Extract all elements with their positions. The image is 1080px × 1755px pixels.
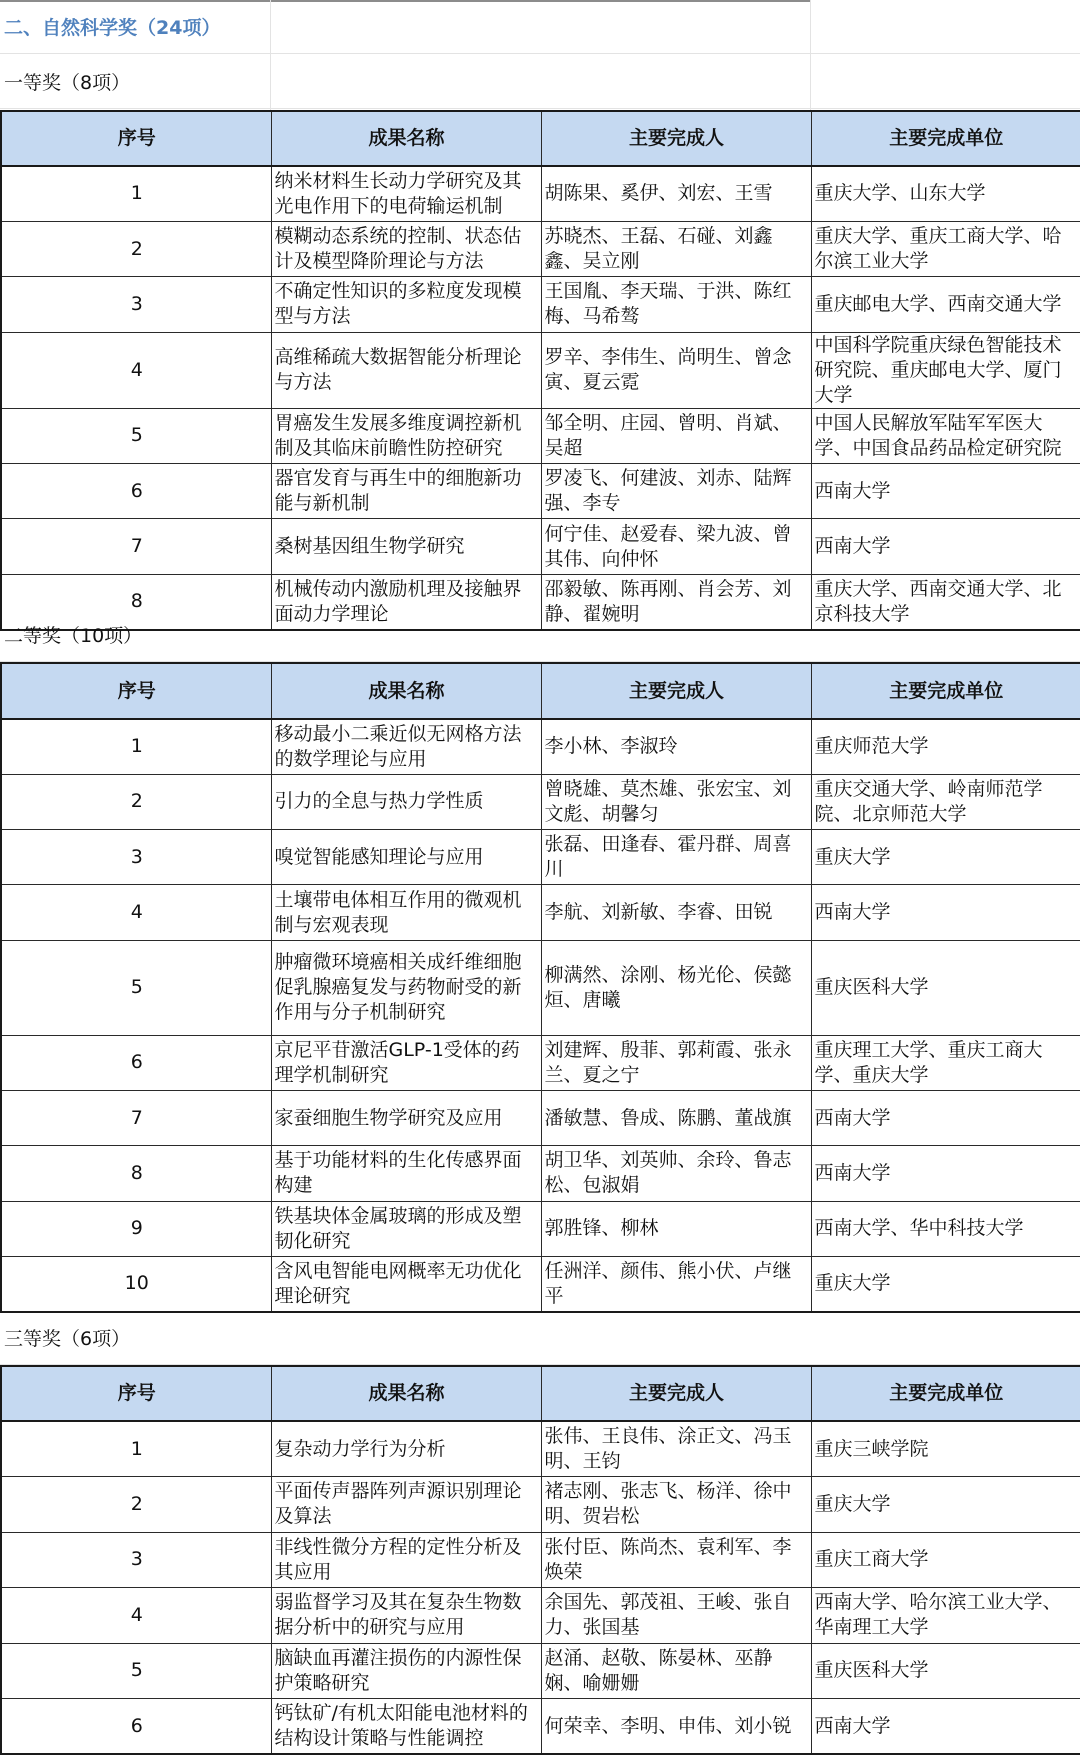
cell-main-contributors: 李航、刘新敏、李睿、田锐 <box>541 885 811 940</box>
cell-main-contributors: 邵毅敏、陈再刚、肖会芳、刘静、翟婉明 <box>541 574 811 629</box>
col-header-people: 主要完成人 <box>541 1366 811 1421</box>
cell-main-contributors: 罗凌飞、何建波、刘赤、陆辉强、李专 <box>541 464 811 519</box>
table-row <box>1 166 1080 221</box>
cell-achievement-title: 移动最小二乘近似无网格方法的数学理论与应用 <box>271 719 541 774</box>
cell-main-units: 重庆大学 <box>811 1256 1080 1311</box>
cell-number: 6 <box>1 1035 271 1090</box>
table-row <box>1 1477 1080 1533</box>
table-row <box>1 719 1080 774</box>
cell-main-units: 重庆医科大学 <box>811 940 1080 1035</box>
cell-main-units: 重庆邮电大学、西南交通大学 <box>811 277 1080 332</box>
cell-main-contributors: 胡卫华、刘英帅、余玲、鲁志松、包淑娟 <box>541 1146 811 1201</box>
cell-main-contributors: 张磊、田逢春、霍丹群、周喜川 <box>541 830 811 885</box>
table-row <box>1 332 1080 408</box>
cell-number: 2 <box>1 221 271 276</box>
table-row <box>1 277 1080 332</box>
cell-number: 8 <box>1 1146 271 1201</box>
cell-number: 7 <box>1 519 271 574</box>
cell-main-units: 西南大学 <box>811 1090 1080 1145</box>
cell-achievement-title: 纳米材料生长动力学研究及其光电作用下的电荷输运机制 <box>271 166 541 221</box>
table-row <box>1 940 1080 1035</box>
table-header-row <box>1 663 1080 719</box>
table-row <box>1 464 1080 519</box>
table-header-row <box>1 111 1080 166</box>
cell-main-units: 西南大学 <box>811 519 1080 574</box>
cell-number: 7 <box>1 1090 271 1145</box>
cell-main-contributors: 潘敏慧、鲁成、陈鹏、董战旗 <box>541 1090 811 1145</box>
cell-main-units: 西南大学、华中科技大学 <box>811 1201 1080 1256</box>
table-row <box>1 774 1080 829</box>
cell-main-units: 重庆理工大学、重庆工商大学、重庆大学 <box>811 1035 1080 1090</box>
section-title: 二、自然科学奖（24项） <box>4 17 221 39</box>
cell-achievement-title: 引力的全息与热力学性质 <box>271 774 541 829</box>
cell-achievement-title: 京尼平苷激活GLP-1受体的药理学机制研究 <box>271 1035 541 1090</box>
section-title-row <box>0 0 1080 54</box>
cell-number: 2 <box>1 1477 271 1533</box>
table-row <box>1 221 1080 276</box>
cell-achievement-title: 嗅觉智能感知理论与应用 <box>271 830 541 885</box>
cell-achievement-title: 平面传声器阵列声源识别理论及算法 <box>271 1477 541 1533</box>
table-row <box>1 830 1080 885</box>
cell-main-contributors: 罗辛、李伟生、尚明生、曾念寅、夏云霓 <box>541 332 811 408</box>
cell-main-contributors: 何宁佳、赵爱春、梁九波、曾其伟、向仲怀 <box>541 519 811 574</box>
col-header-title: 成果名称 <box>271 111 541 166</box>
table-row <box>1 1146 1080 1201</box>
cell-achievement-title: 桑树基因组生物学研究 <box>271 519 541 574</box>
cell-achievement-title: 不确定性知识的多粒度发现模型与方法 <box>271 277 541 332</box>
cell-number: 5 <box>1 1643 271 1699</box>
cell-main-units: 中国人民解放军陆军军医大学、中国食品药品检定研究院 <box>811 408 1080 463</box>
cell-main-units: 重庆大学 <box>811 1477 1080 1533</box>
table-row <box>1 1643 1080 1699</box>
cell-main-contributors: 李小林、李淑玲 <box>541 719 811 774</box>
cell-number: 5 <box>1 940 271 1035</box>
col-header-people: 主要完成人 <box>541 663 811 719</box>
award-table-third <box>0 1365 1080 1755</box>
cell-number: 10 <box>1 1256 271 1311</box>
cell-main-contributors: 邹全明、庄园、曾明、肖斌、吴超 <box>541 408 811 463</box>
cell-number: 6 <box>1 464 271 519</box>
cell-number: 3 <box>1 830 271 885</box>
cell-achievement-title: 模糊动态系统的控制、状态估计及模型降阶理论与方法 <box>271 221 541 276</box>
cell-main-contributors: 何荣幸、李明、申伟、刘小锐 <box>541 1699 811 1755</box>
cell-number: 1 <box>1 1421 271 1477</box>
cell-main-contributors: 赵涌、赵敬、陈晏林、巫静娴、喻姗姗 <box>541 1643 811 1699</box>
cell-main-contributors: 褚志刚、张志飞、杨洋、徐中明、贺岩松 <box>541 1477 811 1533</box>
col-header-title: 成果名称 <box>271 1366 541 1421</box>
cell-main-contributors: 张伟、王良伟、涂正文、冯玉明、王钧 <box>541 1421 811 1477</box>
award-label-row-third <box>0 1311 1080 1365</box>
award-table-second <box>0 662 1080 1313</box>
cell-number: 9 <box>1 1201 271 1256</box>
cell-achievement-title: 高维稀疏大数据智能分析理论与方法 <box>271 332 541 408</box>
cell-number: 2 <box>1 774 271 829</box>
cell-number: 4 <box>1 885 271 940</box>
col-header-no: 序号 <box>1 1366 271 1421</box>
award-label-row-second <box>0 608 1080 662</box>
cell-main-contributors: 苏晓杰、王磊、石碰、刘鑫鑫、吴立刚 <box>541 221 811 276</box>
cell-main-units: 西南大学 <box>811 885 1080 940</box>
cell-achievement-title: 机械传动内激励机理及接触界面动力学理论 <box>271 574 541 629</box>
table-header-row <box>1 1366 1080 1421</box>
cell-achievement-title: 非线性微分方程的定性分析及其应用 <box>271 1532 541 1588</box>
col-header-units: 主要完成单位 <box>811 663 1080 719</box>
cell-number: 3 <box>1 1532 271 1588</box>
cell-achievement-title: 器官发育与再生中的细胞新功能与新机制 <box>271 464 541 519</box>
cell-number: 1 <box>1 166 271 221</box>
col-header-units: 主要完成单位 <box>811 111 1080 166</box>
col-header-no: 序号 <box>1 111 271 166</box>
table-row <box>1 1421 1080 1477</box>
table-row <box>1 1532 1080 1588</box>
cell-main-units: 重庆大学、西南交通大学、北京科技大学 <box>811 574 1080 629</box>
col-header-title: 成果名称 <box>271 663 541 719</box>
cell-achievement-title: 含风电智能电网概率无功优化理论研究 <box>271 1256 541 1311</box>
cell-number: 6 <box>1 1699 271 1755</box>
cell-main-contributors: 张付臣、陈尚杰、袁利军、李焕荣 <box>541 1532 811 1588</box>
cell-achievement-title: 钙钛矿/有机太阳能电池材料的结构设计策略与性能调控 <box>271 1699 541 1755</box>
table-row <box>1 1588 1080 1644</box>
table-row <box>1 1699 1080 1755</box>
cell-main-contributors: 任洲洋、颜伟、熊小伏、卢继平 <box>541 1256 811 1311</box>
table-row <box>1 408 1080 463</box>
cell-achievement-title: 脑缺血再灌注损伤的内源性保护策略研究 <box>271 1643 541 1699</box>
cell-achievement-title: 胃癌发生发展多维度调控新机制及其临床前瞻性防控研究 <box>271 408 541 463</box>
cell-main-contributors: 柳满然、涂刚、杨光伦、侯懿烜、唐曦 <box>541 940 811 1035</box>
cell-main-contributors: 刘建辉、殷菲、郭莉霞、张永兰、夏之宁 <box>541 1035 811 1090</box>
award-label: 二等奖（10项） <box>4 625 143 647</box>
cell-main-units: 重庆师范大学 <box>811 719 1080 774</box>
cell-main-units: 重庆大学、山东大学 <box>811 166 1080 221</box>
cell-number: 5 <box>1 408 271 463</box>
cell-main-contributors: 胡陈果、奚伊、刘宏、王雪 <box>541 166 811 221</box>
award-label: 三等奖（6项） <box>4 1328 131 1350</box>
table-row <box>1 1201 1080 1256</box>
cell-main-units: 重庆工商大学 <box>811 1532 1080 1588</box>
cell-main-units: 重庆大学、重庆工商大学、哈尔滨工业大学 <box>811 221 1080 276</box>
table-row <box>1 1035 1080 1090</box>
cell-number: 8 <box>1 574 271 629</box>
cell-main-contributors: 余国先、郭茂祖、王峻、张自力、张国基 <box>541 1588 811 1644</box>
cell-main-units: 中国科学院重庆绿色智能技术研究院、重庆邮电大学、厦门大学 <box>811 332 1080 408</box>
cell-main-contributors: 郭胜锋、柳林 <box>541 1201 811 1256</box>
cell-achievement-title: 复杂动力学行为分析 <box>271 1421 541 1477</box>
col-header-no: 序号 <box>1 663 271 719</box>
cell-achievement-title: 基于功能材料的生化传感界面构建 <box>271 1146 541 1201</box>
cell-main-units: 西南大学 <box>811 1146 1080 1201</box>
table-row <box>1 885 1080 940</box>
cell-main-contributors: 王国胤、李天瑞、于洪、陈红梅、马希骜 <box>541 277 811 332</box>
cell-achievement-title: 肿瘤微环境癌相关成纤维细胞促乳腺癌复发与药物耐受的新作用与分子机制研究 <box>271 940 541 1035</box>
cell-number: 3 <box>1 277 271 332</box>
table-row <box>1 1256 1080 1311</box>
cell-main-units: 重庆医科大学 <box>811 1643 1080 1699</box>
table-row <box>1 519 1080 574</box>
col-header-people: 主要完成人 <box>541 111 811 166</box>
award-label: 一等奖（8项） <box>4 72 131 94</box>
cell-main-units: 重庆三峡学院 <box>811 1421 1080 1477</box>
cell-number: 4 <box>1 1588 271 1644</box>
cell-number: 4 <box>1 332 271 408</box>
col-header-units: 主要完成单位 <box>811 1366 1080 1421</box>
cell-main-units: 西南大学 <box>811 1699 1080 1755</box>
cell-main-units: 重庆交通大学、岭南师范学院、北京师范大学 <box>811 774 1080 829</box>
table-row <box>1 1090 1080 1145</box>
cell-achievement-title: 弱监督学习及其在复杂生物数据分析中的研究与应用 <box>271 1588 541 1644</box>
cell-achievement-title: 家蚕细胞生物学研究及应用 <box>271 1090 541 1145</box>
cell-achievement-title: 土壤带电体相互作用的微观机制与宏观表现 <box>271 885 541 940</box>
cell-main-units: 西南大学 <box>811 464 1080 519</box>
award-table-first <box>0 110 1080 631</box>
cell-main-units: 重庆大学 <box>811 830 1080 885</box>
cell-achievement-title: 铁基块体金属玻璃的形成及塑韧化研究 <box>271 1201 541 1256</box>
cell-number: 1 <box>1 719 271 774</box>
cell-main-contributors: 曾晓雄、莫杰雄、张宏宝、刘文彪、胡馨匀 <box>541 774 811 829</box>
cell-main-units: 西南大学、哈尔滨工业大学、华南理工大学 <box>811 1588 1080 1644</box>
award-label-row-first <box>0 55 1080 109</box>
